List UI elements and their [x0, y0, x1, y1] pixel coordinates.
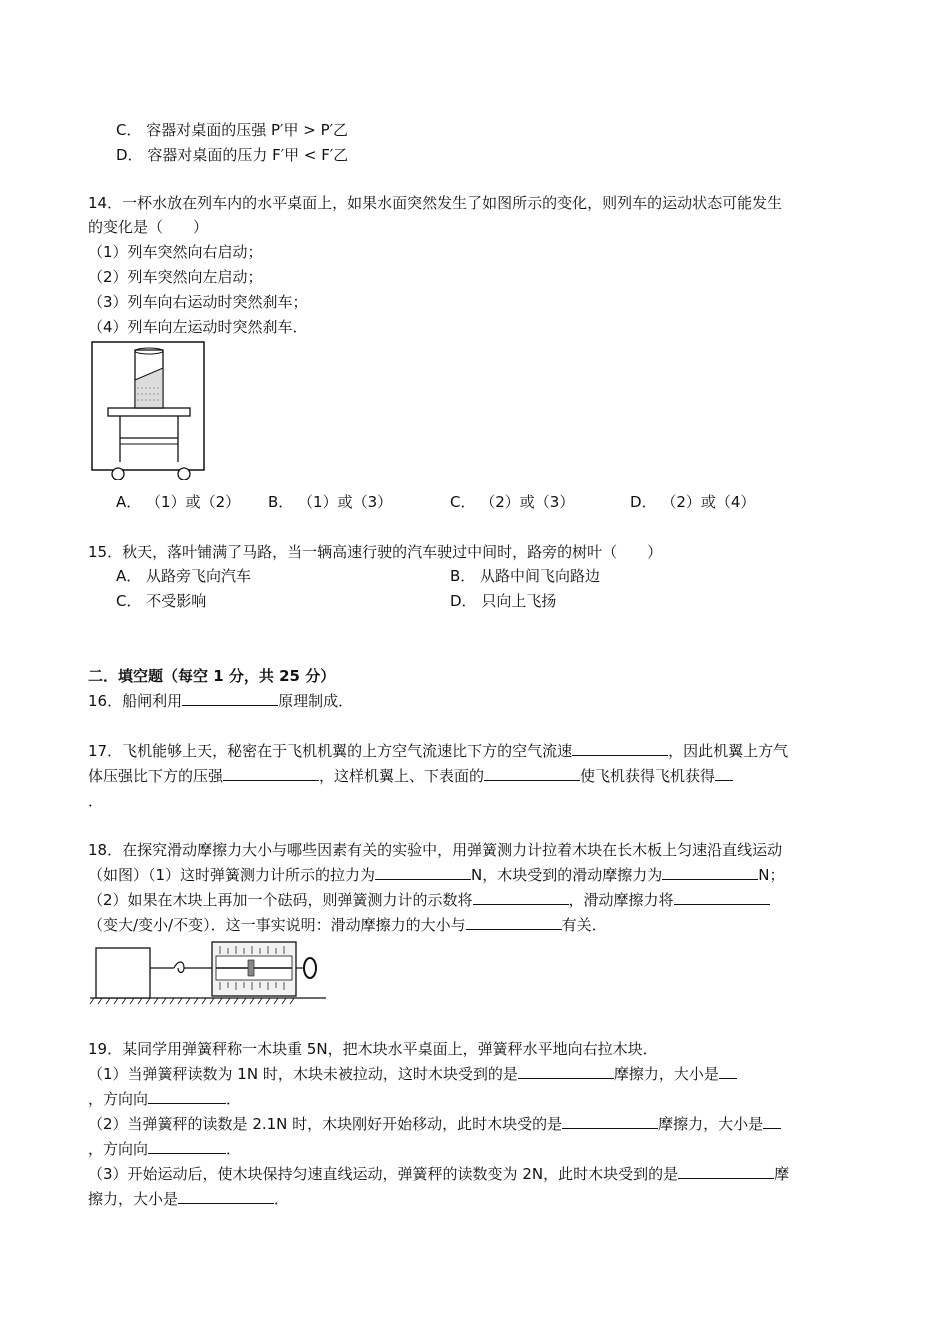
q13-option-c: C． 容器对桌面的压强 P′甲 > P′乙	[116, 121, 349, 139]
q19-line4	[88, 1114, 781, 1134]
q18-line4	[88, 915, 607, 935]
q14-option-d: D． （2）或（4）	[630, 493, 756, 511]
q16-text-b: 原理制成．	[278, 692, 354, 710]
q19-text-l: 擦力，大小是	[88, 1190, 179, 1208]
q14-option-b: B． （1）或（3）	[268, 493, 393, 511]
q19-blank-7[interactable]	[678, 1164, 774, 1179]
q18-text-g: （变大/变小/不变）．这一事实说明：滑动摩擦力的大小与	[88, 916, 466, 934]
q15-option-b: B． 从路中间飞向路边	[450, 567, 601, 585]
q18-blank-1[interactable]	[375, 865, 471, 880]
q15-option-a: A． 从路旁飞向汽车	[116, 567, 252, 585]
q16-line	[88, 691, 353, 711]
q15-stem: 15．秋天，落叶铺满了马路，当一辆高速行驶的汽车驶过中间时，路旁的树叶（ ）	[88, 543, 663, 561]
train-table-cup-figure	[88, 340, 208, 480]
q14-item-3: （3）列车向右运动时突然刹车；	[88, 293, 308, 311]
q18-text-e: （2）如果在木块上再加一个砝码，则弹簧测力计的示数将	[88, 891, 473, 909]
q17-text-d: ，这样机翼上、下表面的	[319, 767, 485, 785]
q19-blank-1[interactable]	[518, 1064, 614, 1079]
q18-text-b: （如图）（1）这时弹簧测力计所示的拉力为	[88, 866, 376, 884]
q19-text-k: 摩	[774, 1165, 790, 1183]
q17-text-b: ，因此机翼上方气	[668, 742, 789, 760]
q19-text-c: 摩擦力，大小是	[613, 1065, 719, 1083]
q19-text-f: （2）当弹簧秤的读数是 2.1N 时，木块刚好开始移动，此时木块受的是	[88, 1115, 563, 1133]
q17-blank-4[interactable]	[715, 766, 733, 781]
q17-text-a: 17．飞机能够上天，秘密在于飞机机翼的上方空气流速比下方的空气流速	[88, 742, 573, 760]
q19-line3	[88, 1089, 241, 1109]
q17-text-c: 体压强比下方的压强	[88, 767, 224, 785]
q19-text-b: （1）当弹簧秤读数为 1N 时，木块未被拉动，这时木块受到的是	[88, 1065, 518, 1083]
q17-line1	[88, 741, 788, 761]
spring-scale-block-figure	[88, 938, 328, 1008]
q19-line2	[88, 1064, 737, 1084]
section-2-title: 二．填空题（每空 1 分，共 25 分）	[88, 667, 336, 685]
q19-text-e: ．	[226, 1090, 242, 1108]
q19-text-m: ．	[274, 1190, 290, 1208]
q18-text-f: ，滑动摩擦力将	[568, 891, 674, 909]
q14-item-1: （1）列车突然向右启动；	[88, 243, 263, 261]
q19-blank-4[interactable]	[562, 1114, 658, 1129]
q15-option-d: D． 只向上飞扬	[450, 592, 557, 610]
q18-blank-3[interactable]	[473, 890, 569, 905]
q18-blank-2[interactable]	[662, 865, 758, 880]
q19-text-g: 摩擦力，大小是	[658, 1115, 764, 1133]
q18-text-c: N，木块受到的滑动摩擦力为	[471, 866, 663, 884]
q19-blank-8[interactable]	[178, 1189, 274, 1204]
q19-line6	[88, 1164, 789, 1184]
q18-blank-5[interactable]	[466, 915, 562, 930]
q14-option-a: A． （1）或（2）	[116, 493, 241, 511]
q18-text-h: 有关．	[561, 916, 607, 934]
q18-blank-4[interactable]	[674, 890, 770, 905]
q19-line5	[88, 1139, 241, 1159]
q18-line2	[88, 865, 785, 885]
q19-line1: 19．某同学用弹簧秤称一木块重 5N，把木块水平桌面上，弹簧秤水平地向右拉木块．	[88, 1040, 658, 1058]
q19-line7	[88, 1189, 289, 1209]
q16-blank[interactable]	[182, 691, 278, 706]
q19-blank-6[interactable]	[148, 1139, 226, 1154]
q18-line1: 18．在探究滑动摩擦力大小与哪些因素有关的实验中，用弹簧测力计拉着木块在长木板上匀速沿直线运动	[88, 841, 783, 859]
q17-text-f: ．	[88, 792, 104, 810]
q19-text-j: （3）开始运动后，使木块保持匀速直线运动，弹簧秤的读数变为 2N，此时木块受到的是	[88, 1165, 679, 1183]
q19-blank-5[interactable]	[763, 1114, 781, 1129]
q19-text-d: ，方向向	[88, 1090, 149, 1108]
q17-blank-3[interactable]	[484, 766, 580, 781]
q14-stem-line2: 的变化是（ ）	[88, 218, 209, 236]
q14-item-2: （2）列车突然向左启动；	[88, 268, 263, 286]
q18-text-d: N；	[758, 866, 785, 884]
q15-option-c: C． 不受影响	[116, 592, 207, 610]
q14-item-4: （4）列车向左运动时突然刹车．	[88, 318, 308, 336]
q17-blank-2[interactable]	[223, 766, 319, 781]
q14-stem-line1: 14．一杯水放在列车内的水平桌面上，如果水面突然发生了如图所示的变化，则列车的运动状态可能发生	[88, 194, 783, 212]
q19-text-h: ，方向向	[88, 1140, 149, 1158]
q17-line2	[88, 766, 733, 786]
q17-text-e: 使飞机获得飞机获得	[580, 767, 716, 785]
q17-blank-1[interactable]	[572, 741, 668, 756]
q18-line3	[88, 890, 770, 910]
q19-blank-3[interactable]	[148, 1089, 226, 1104]
q16-text-a: 16．船闸利用	[88, 692, 183, 710]
q19-blank-2[interactable]	[719, 1064, 737, 1079]
q14-option-c: C． （2）或（3）	[450, 493, 575, 511]
q13-option-d: D． 容器对桌面的压力 F′甲 < F′乙	[116, 146, 349, 164]
q19-text-i: ．	[226, 1140, 242, 1158]
